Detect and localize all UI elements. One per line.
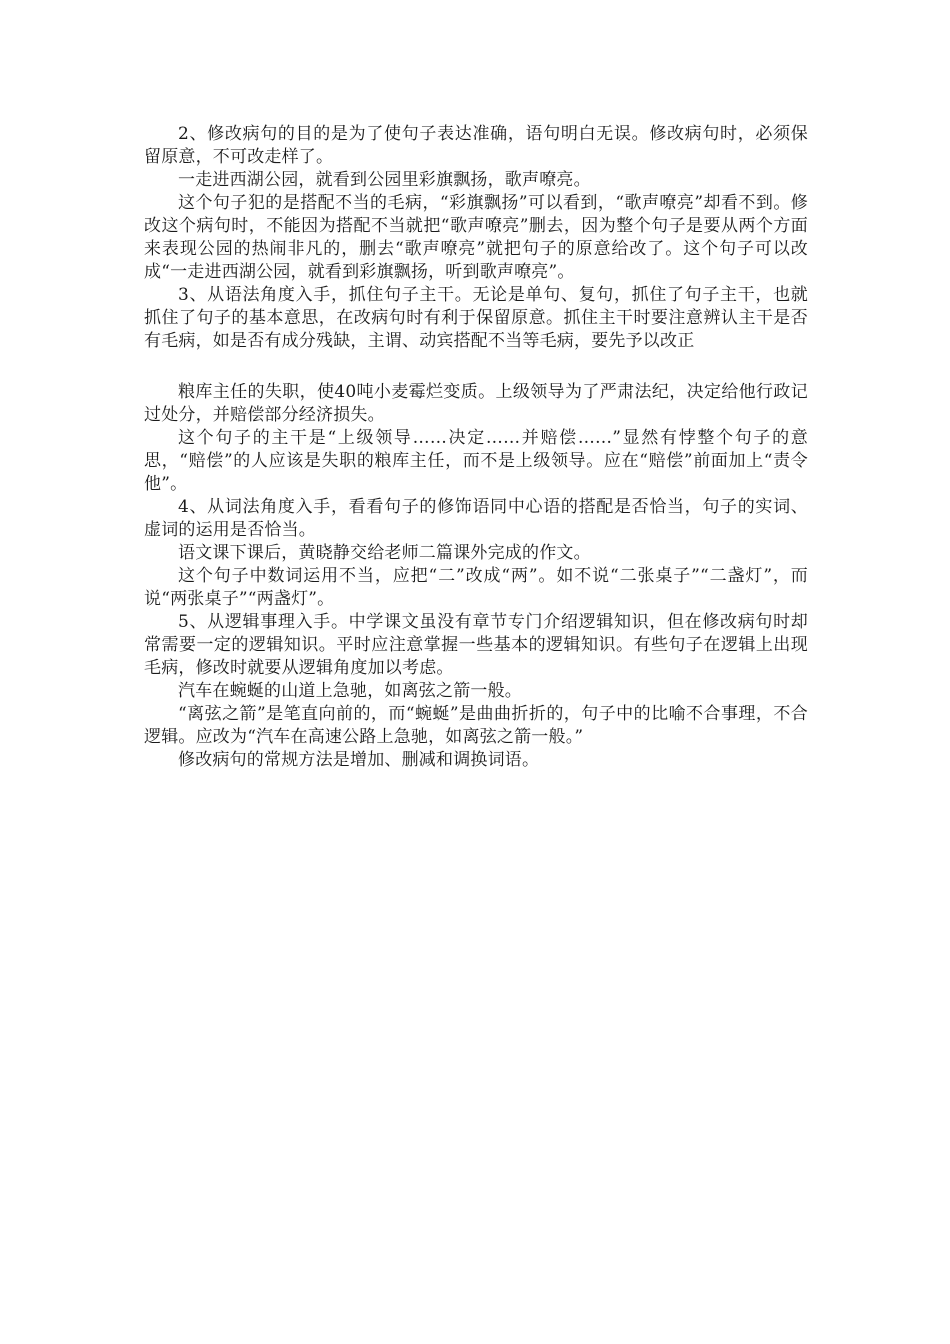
paragraph-summary: 修改病句的常规方法是增加、删减和调换词语。 <box>178 750 540 770</box>
paragraph-point-3: 3、从语法角度入手，抓住句子主干。无论是单句、复句，抓住了句子主干，也就抓住了句子的基本意思，在改病句时有利于保留原意。抓住主干时要注意辨认主干是否有毛病，如是否有成分残缺，主谓、动宾搭配不当等毛病，要先予以改正 <box>144 285 808 351</box>
paragraph-example-sentence-4: 汽车在蜿蜒的山道上急驰，如离弦之箭一般。 <box>178 681 522 701</box>
paragraph-point-4: 4、从词法角度入手，看看句子的修饰语同中心语的搭配是否恰当，句子的实词、虚词的运用是否恰当。 <box>144 497 808 540</box>
page-break-gap <box>144 353 808 381</box>
paragraph-explanation-4: “离弦之箭”是笔直向前的，而“蜿蜒”是曲曲折折的，句子中的比喻不合事理，不合逻辑。应改为“汽车在高速公路上急驰，如离弦之箭一般。” <box>144 704 808 747</box>
document-body <box>144 123 808 772</box>
paragraph-explanation-2: 这个句子的主干是“上级领导……决定……并赔偿……”显然有悖整个句子的意思，“赔偿”的人应该是失职的粮库主任，而不是上级领导。应在“赔偿”前面加上“责令他”。 <box>144 428 808 494</box>
paragraph-point-2: 2、修改病句的目的是为了使句子表达准确，语句明白无误。修改病句时，必须保留原意，不可改走样了。 <box>144 124 808 167</box>
paragraph-example-sentence-3: 语文课下课后，黄晓静交给老师二篇课外完成的作文。 <box>178 543 591 563</box>
paragraph-explanation-1: 这个句子犯的是搭配不当的毛病，“彩旗飘扬”可以看到，“歌声嘹亮”却看不到。修改这个病句时，不能因为搭配不当就把“歌声嘹亮”删去，因为整个句子是要从两个方面来表现公园的热闹非凡的，删去“歌声嘹亮”就把句子的原意给改了。这个句子可以改成“一走进西湖公园，就看到彩旗飘扬，听到歌声嘹亮”。 <box>144 193 808 282</box>
paragraph-explanation-3: 这个句子中数词运用不当，应把“二”改成“两”。如不说“二张桌子”“二盏灯”，而说“两张桌子”“两盏灯”。 <box>144 566 808 609</box>
paragraph-example-sentence-1: 一走进西湖公园，就看到公园里彩旗飘扬，歌声嘹亮。 <box>178 170 591 190</box>
paragraph-example-sentence-2: 粮库主任的失职，使40吨小麦霉烂变质。上级领导为了严肃法纪，决定给他行政记过处分，并赔偿部分经济损失。 <box>144 382 808 425</box>
paragraph-point-5: 5、从逻辑事理入手。中学课文虽没有章节专门介绍逻辑知识，但在修改病句时却常需要一定的逻辑知识。平时应注意掌握一些基本的逻辑知识。有些句子在逻辑上出现毛病，修改时就要从逻辑角度加以考虑。 <box>144 612 808 678</box>
